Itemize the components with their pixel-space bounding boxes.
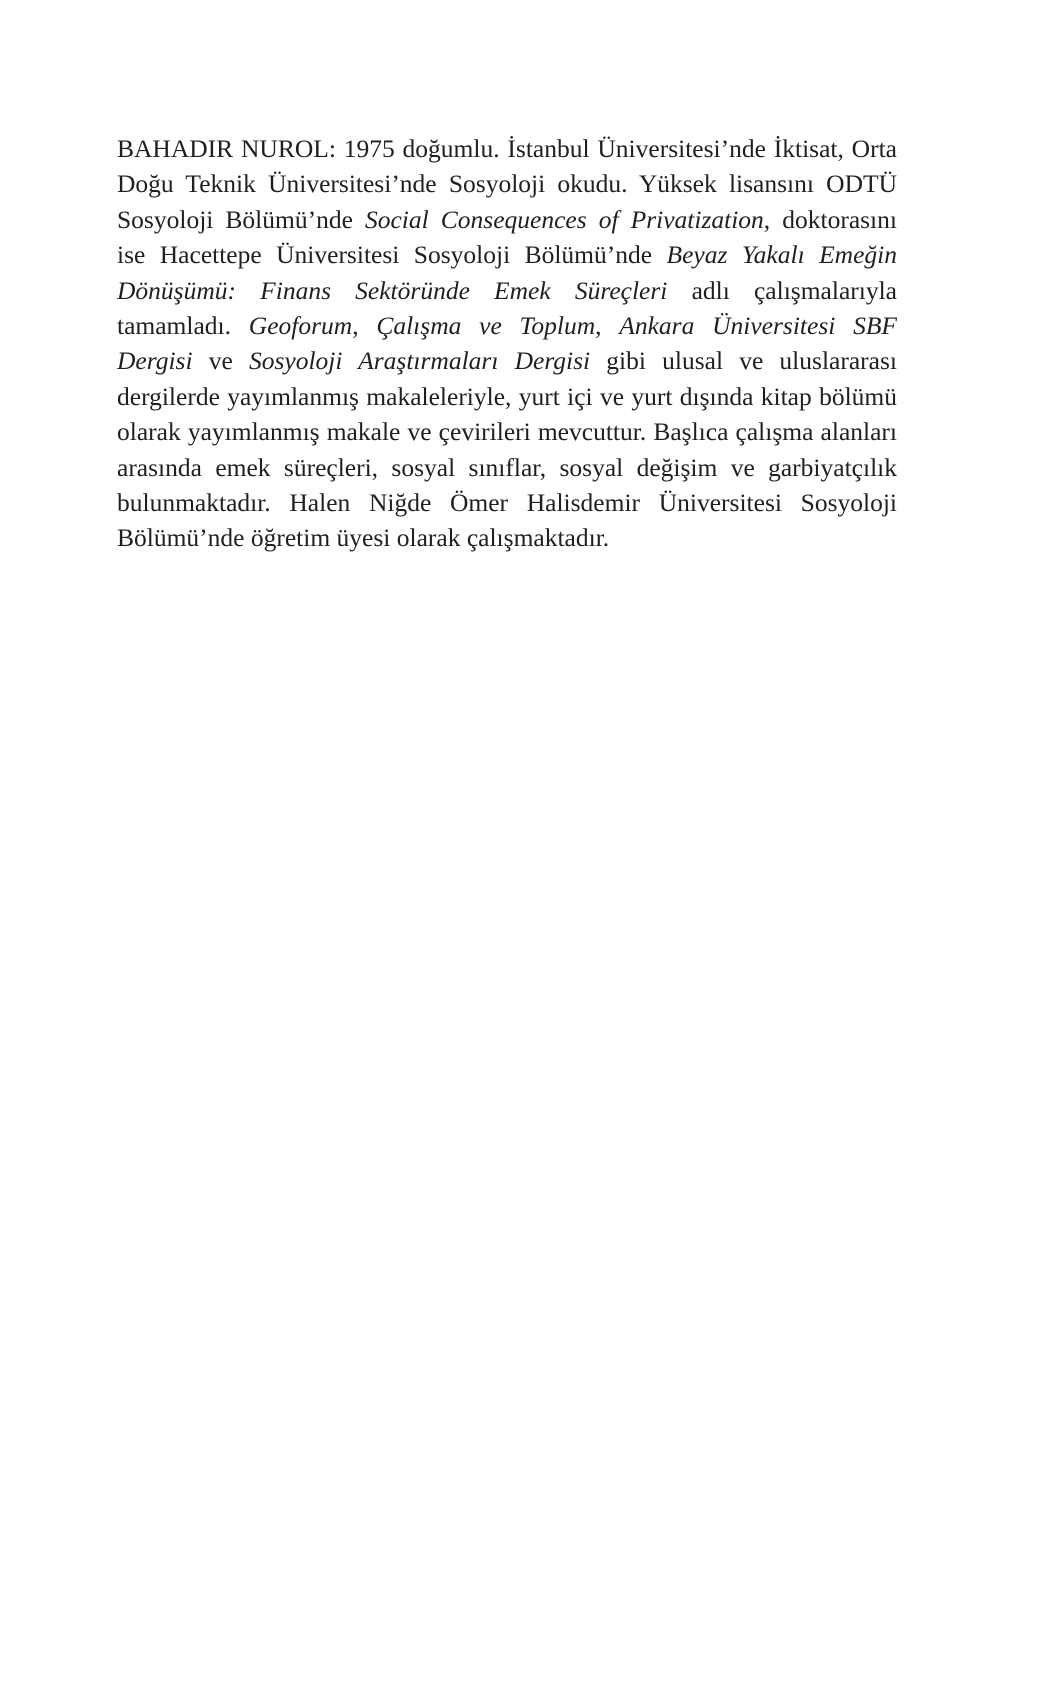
- journal-title-calisma-ve-toplum: Çalışma ve Toplum: [376, 311, 596, 341]
- bio-text-1: BAHADIR NUROL: 1975 doğumlu. İstanbul Üniversitesi’nde İktisat, Orta Doğu Teknik Üniversitesi’nde Sosyoloji okudu. Yüksek lisansını ODTÜ Sosyoloji Bölümü’nde: [117, 134, 897, 234]
- bio-text-2: , doktorasını ise Hacettepe Üniversitesi Sosyoloji Bölümü’nde: [117, 204, 897, 270]
- thesis-title-masters: Social Consequences of Privatization: [364, 204, 764, 234]
- journal-title-geoforum: Geoforum: [248, 311, 353, 341]
- bio-text-5: ,: [595, 311, 620, 341]
- bio-text-7: gibi ulusal ve uluslararası dergilerde yayımlanmış makaleleriyle, yurt içi ve yurt dışında kitap bölümü olarak yayımlanmış makale ve çevirileri mevcuttur. Başlıca çalışma alanları arasında emek süreçleri, sosyal sınıflar, sosyal değişim ve garbiyatçılık bulunmaktadır. Halen Niğde Ömer Halisdemir Üniversitesi Sosyoloji Bölümü’nde öğretim üyesi olarak çalışmaktadır.: [117, 346, 897, 553]
- bio-text-4: ,: [352, 311, 377, 341]
- bio-text-6: ve: [192, 346, 249, 376]
- journal-title-sosyoloji-arastirmalari: Sosyoloji Araştırmaları Dergisi: [248, 346, 591, 376]
- journal-title-ankara-sbf: Ankara Üniversitesi SBF Dergisi: [117, 311, 897, 376]
- author-biography: [117, 131, 897, 556]
- bio-text-3: adlı çalışmalarıyla tamamladı.: [117, 275, 897, 341]
- thesis-title-doctorate: Beyaz Yakalı Emeğin Dönüşümü: Finans Sektöründe Emek Süreçleri: [117, 240, 897, 305]
